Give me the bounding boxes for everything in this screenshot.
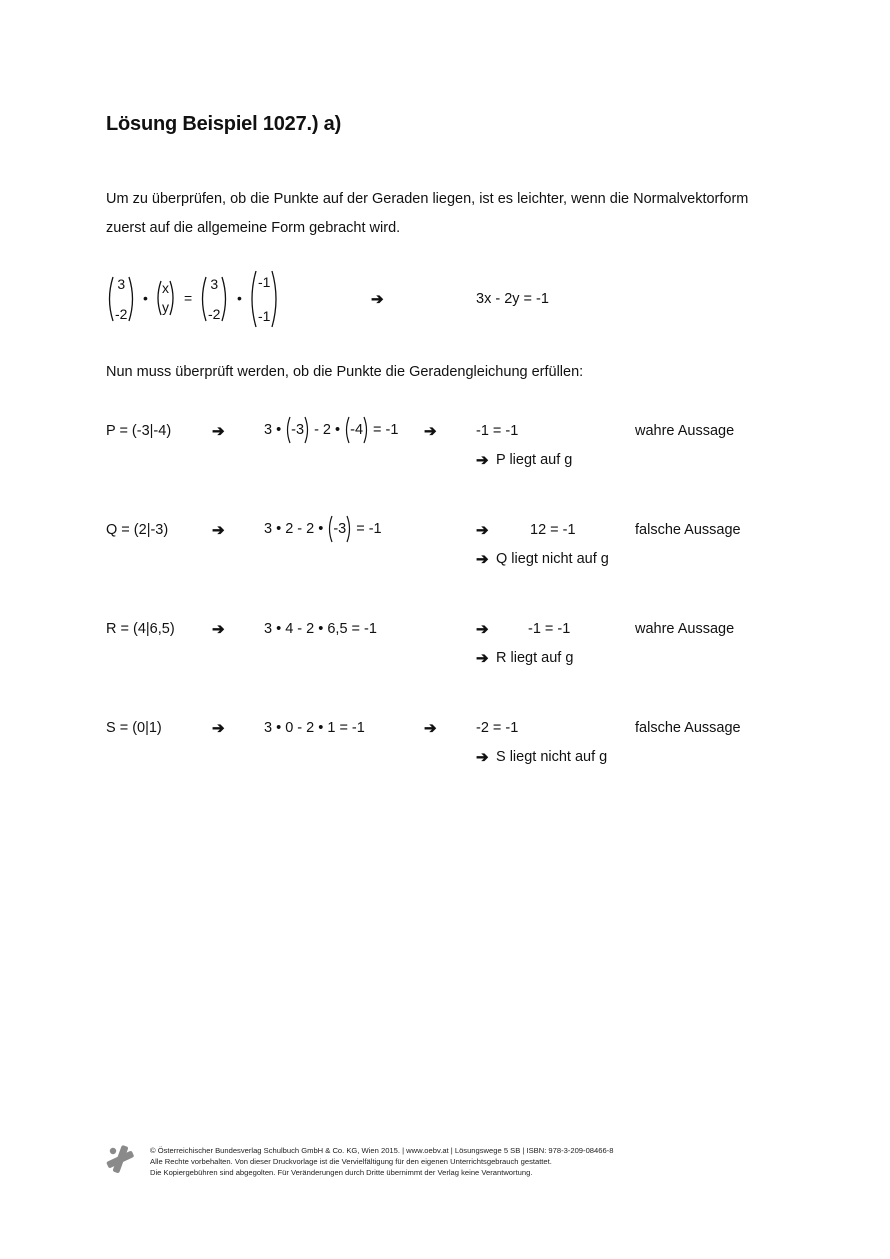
position-vector <box>155 280 176 316</box>
right-paren-icon <box>346 515 352 543</box>
left-paren-icon <box>199 276 207 322</box>
check-intro: Nun muss überprüft werden, ob die Punkte die Geradengleichung erfüllen: <box>106 364 584 380</box>
calc-part: -4 <box>350 422 364 438</box>
conclusion: P liegt auf g <box>496 452 573 468</box>
equals-sign: = <box>184 290 193 306</box>
left-paren-icon <box>106 276 114 322</box>
vector-entry: 3 <box>210 276 219 292</box>
arrow-right-icon: ➔ <box>212 522 225 539</box>
statement: wahre Aussage <box>635 621 735 637</box>
arrow-right-icon: ➔ <box>424 423 437 440</box>
paren-value <box>344 416 369 444</box>
arrow-right-icon: ➔ <box>476 452 489 469</box>
general-form-result: 3x - 2y = -1 <box>476 291 549 307</box>
right-paren-icon <box>363 416 369 444</box>
publisher-logo-icon <box>104 1143 136 1175</box>
footer-copyright: © Österreichischer Bundesverlag Schulbuch GmbH & Co. KG, Wien 2015. | www.oebv.at | Lösungswege 5 SB | ISBN: 978-3-209-08466-8 <box>150 1146 614 1155</box>
dot-operator: • <box>143 290 148 306</box>
calc-part: = -1 <box>356 521 382 537</box>
result-equation: 12 = -1 <box>530 522 576 538</box>
conclusion: S liegt nicht auf g <box>496 749 608 765</box>
vector-entry: 3 <box>117 276 126 292</box>
result-equation: -2 = -1 <box>476 720 519 736</box>
footer-rights: Alle Rechte vorbehalten. Von dieser Druckvorlage ist die Vervielfältigung für den eigenen Unterrichtsgebrauch gestattet. <box>150 1157 552 1166</box>
intro-line-2: zuerst auf die allgemeine Form gebracht wird. <box>106 220 401 236</box>
page-title: Lösung Beispiel 1027.) a) <box>106 113 342 135</box>
right-paren-icon <box>271 270 280 328</box>
substitution <box>264 515 382 543</box>
calc-part: = -1 <box>373 422 399 438</box>
conclusion: R liegt auf g <box>496 650 574 666</box>
intro-line-1: Um zu überprüfen, ob die Punkte auf der Geraden liegen, ist es leichter, wenn die Normalvektorform <box>106 191 749 207</box>
result-equation: -1 = -1 <box>528 621 571 637</box>
vector-entry: y <box>162 299 169 315</box>
statement: falsche Aussage <box>635 720 741 736</box>
arrow-right-icon: ➔ <box>424 720 437 737</box>
result-equation: -1 = -1 <box>476 423 519 439</box>
normal-vector <box>106 276 136 322</box>
right-paren-icon <box>128 276 136 322</box>
calc-part: -3 <box>333 521 347 537</box>
point-label: S = (0|1) <box>106 720 162 736</box>
statement: wahre Aussage <box>635 423 735 439</box>
substitution: 3 • 4 - 2 • 6,5 = -1 <box>264 621 377 637</box>
vector-entry: -1 <box>258 274 271 290</box>
arrow-right-icon: ➔ <box>476 621 489 638</box>
right-paren-icon <box>169 280 176 316</box>
arrow-right-icon: ➔ <box>476 749 489 766</box>
point-label: R = (4|6,5) <box>106 621 175 637</box>
vector-entry: -2 <box>208 306 221 322</box>
point-label: Q = (2|-3) <box>106 522 169 538</box>
left-paren-icon <box>248 270 257 328</box>
right-paren-icon <box>221 276 229 322</box>
calc-part: 3 • <box>264 422 282 438</box>
arrow-right-icon: ➔ <box>212 720 225 737</box>
footer-disclaimer: Die Kopiergebühren sind abgegolten. Für Veränderungen durch Dritte übernimmt der Verlag keine Verantwortung. <box>150 1168 533 1177</box>
left-paren-icon <box>155 280 162 316</box>
substitution: 3 • 0 - 2 • 1 = -1 <box>264 720 365 736</box>
arrow-right-icon: ➔ <box>476 551 489 568</box>
dot-operator: • <box>237 290 242 306</box>
arrow-right-icon: ➔ <box>476 650 489 667</box>
arrow-right-icon: ➔ <box>212 423 225 440</box>
arrow-right-icon: ➔ <box>476 522 489 539</box>
right-paren-icon <box>304 416 310 444</box>
point-vector <box>248 270 280 328</box>
calc-part: -3 <box>291 422 305 438</box>
calc-part: 3 • 2 - 2 • <box>264 521 324 537</box>
arrow-right-icon: ➔ <box>212 621 225 638</box>
vector-entry: x <box>162 280 169 296</box>
vector-entry: -2 <box>115 306 128 322</box>
calc-part: - 2 • <box>314 422 341 438</box>
conclusion: Q liegt nicht auf g <box>496 551 609 567</box>
point-label: P = (-3|-4) <box>106 423 172 439</box>
substitution <box>264 416 398 444</box>
statement: falsche Aussage <box>635 522 741 538</box>
paren-value <box>285 416 310 444</box>
arrow-right-icon: ➔ <box>371 291 384 308</box>
vector-entry: -1 <box>258 308 271 324</box>
paren-value <box>327 515 352 543</box>
normal-vector-rhs <box>199 276 229 322</box>
